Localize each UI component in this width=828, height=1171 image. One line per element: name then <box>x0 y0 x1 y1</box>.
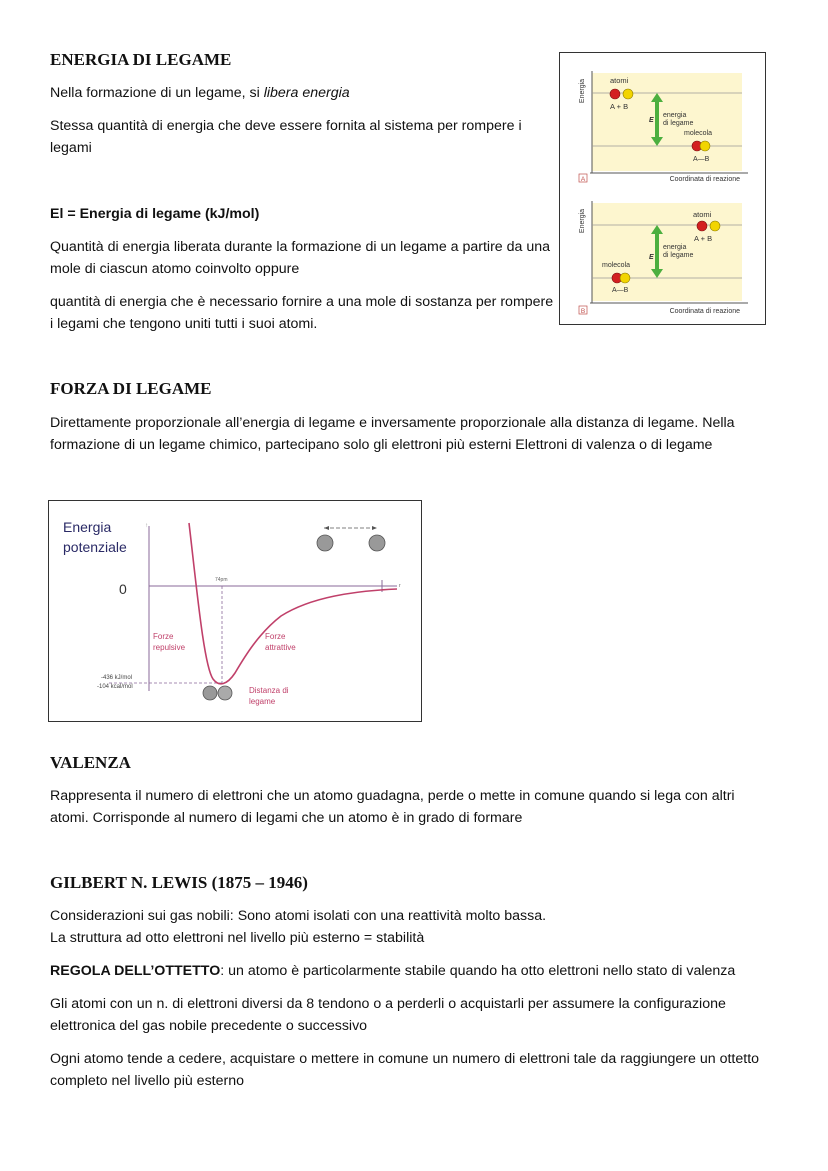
panel-b-atom-a <box>697 221 707 231</box>
separation-arrow-right-icon <box>372 526 377 530</box>
panel-a-tag: A <box>580 176 586 183</box>
reaction-energy-figure <box>559 52 766 325</box>
potential-energy-svg <box>49 501 421 721</box>
panel-a-energy-label-1: energia <box>663 112 687 119</box>
zero-label: 0 <box>119 581 127 597</box>
panel-a-atom-b <box>623 89 633 99</box>
panel-b-molecule-atom-b <box>620 273 630 283</box>
paragraph-ogni-atomo: Ogni atomo tende a cedere, acquistare o mettere in comune un numero di elettroni tale da raggiungere un ottetto completo nel livello più esterno <box>50 1051 760 1089</box>
paragraph-quantita-liberata: Quantità di energia liberata durante la formazione di un legame a partire da una mole di ciascun atomo coinvolto oppure <box>50 239 551 277</box>
paragraph-struttura-otto: La struttura ad otto elettroni nel livello più esterno = stabilità <box>50 930 425 946</box>
bond-distance-label-2: legame <box>249 697 276 706</box>
paragraph-forza: Direttamente proporzionale all’energia di legame e inversamente proporzionale alla distanza di legame. Nella formazione di un legame chimico, partecipano solo gli elettroni più esterni Elettroni di valenza o di legame <box>50 415 735 453</box>
panel-b-e-symbol: E <box>649 254 654 261</box>
text-libera-em: libera energia <box>263 85 350 101</box>
reaction-energy-svg <box>560 53 765 324</box>
potential-energy-figure <box>48 500 422 722</box>
paragraph-regola-ottetto <box>50 960 790 982</box>
panel-b-atom-b <box>710 221 720 231</box>
separation-arrow-left-icon <box>324 526 329 530</box>
heading-energia-di-legame: ENERGIA DI LEGAME <box>50 50 232 69</box>
heading-lewis: GILBERT N. LEWIS (1875 – 1946) <box>50 873 308 892</box>
attractive-label-1: Forze <box>265 632 286 641</box>
bonded-atom-left <box>203 686 217 700</box>
panel-a-x-label: Coordinata di reazione <box>669 176 740 183</box>
distance-mark-label: 74pm <box>215 577 228 583</box>
panel-a-molecule-atom-b <box>700 141 710 151</box>
panel-b-energy-label-1: energia <box>663 244 687 251</box>
panel-a-molecule-label: molecola <box>684 130 713 137</box>
y-axis-label-2: potenziale <box>63 539 127 555</box>
bond-distance-label-1: Distanza di <box>249 686 289 695</box>
repulsive-label-2: repulsive <box>153 643 186 652</box>
repulsive-label-1: Forze <box>153 632 174 641</box>
potential-energy-curve <box>189 523 397 684</box>
text-libera-pre: Nella formazione di un legame, si <box>50 85 264 101</box>
panel-a-reactants-label: A + B <box>610 102 629 111</box>
panel-b-x-label: Coordinata di reazione <box>669 308 740 315</box>
panel-b-y-label: Energia <box>579 208 586 234</box>
paragraph-valenza: Rappresenta il numero di elettroni che un atomo guadagna, perde o mette in comune quando si lega con altri atomi. Corrisponde al numero di legami che un atomo è in grado di formare <box>50 788 735 826</box>
heading-forza-di-legame: FORZA DI LEGAME <box>50 379 212 398</box>
y-axis-label-1: Energia <box>63 519 112 535</box>
regola-ottetto-label: REGOLA DELL’OTTETTO <box>50 963 221 979</box>
heading-valenza: VALENZA <box>50 753 131 772</box>
panel-a-e-symbol: E <box>649 117 654 124</box>
panel-b-atoms-label: atomi <box>693 210 712 219</box>
paragraph-quantita-fornire: quantità di energia che è necessario fornire a una mole di sostanza per rompere i legami che tengono uniti tutti i suoi atomi. <box>50 294 554 332</box>
attractive-label-2: attrattive <box>265 643 296 652</box>
separated-atom-right <box>369 535 385 551</box>
x-axis-r-label: r <box>399 583 401 589</box>
panel-b-reactants-label: A + B <box>694 234 713 243</box>
panel-b-energy-label-2: di legame <box>663 252 694 259</box>
panel-a-product-label: A—B <box>693 156 710 163</box>
separated-atom-left <box>317 535 333 551</box>
panel-a-atoms-label: atomi <box>610 76 629 85</box>
panel-a-energy-label-2: di legame <box>663 120 694 127</box>
paragraph-stessa-quantita: Stessa quantità di energia che deve essere fornita al sistema per rompere i legami <box>50 118 522 156</box>
panel-a-atom-a <box>610 89 620 99</box>
regola-ottetto-text: : un atomo è particolarmente stabile quando ha otto elettroni nello stato di valenza <box>220 963 736 979</box>
y-axis-arrow-icon: ↑ <box>145 523 148 529</box>
panel-b-product-label: A—B <box>612 287 629 294</box>
panel-b-molecule-label: molecola <box>602 262 631 269</box>
paragraph-el-definition: El = Energia di legame (kJ/mol) <box>50 206 260 222</box>
energy-kcal-label: -104 kcal/mol <box>97 684 133 690</box>
paragraph-atomi-diversi: Gli atomi con un n. di elettroni diversi da 8 tendono o a perderli o acquistarli per assumere la configurazione elettronica del gas nobile precedente o successivo <box>50 996 726 1034</box>
paragraph-libera-energia <box>50 82 550 104</box>
panel-a-y-label: Energia <box>579 78 586 104</box>
panel-b-tag: B <box>580 308 586 315</box>
energy-kj-label: -436 kJ/mol <box>101 675 133 681</box>
bonded-atom-right <box>218 686 232 700</box>
paragraph-gas-nobili: Considerazioni sui gas nobili: Sono atomi isolati con una reattività molto bassa. <box>50 908 547 924</box>
